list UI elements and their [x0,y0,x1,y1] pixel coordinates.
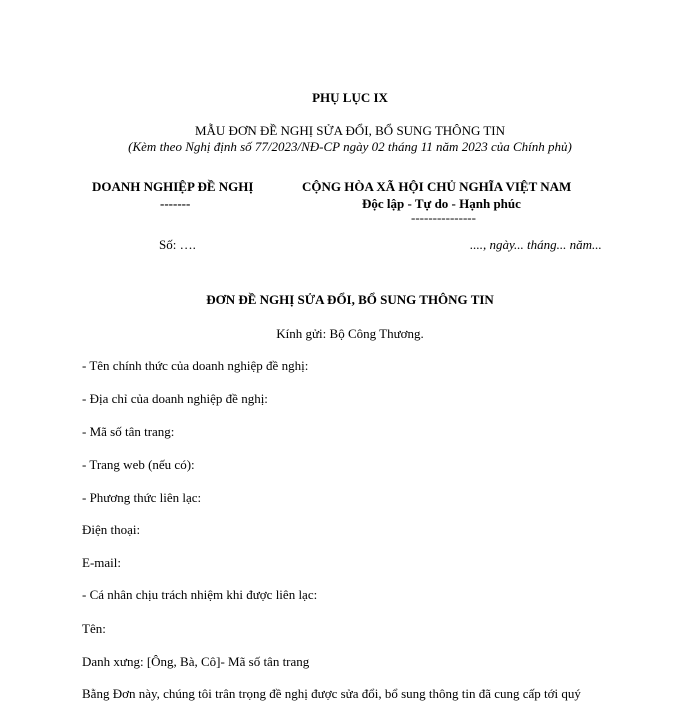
field-person-name: Tên: [82,621,106,636]
field-title: Danh xưng: [Ông, Bà, Cô]- Mã số tân trang [82,654,310,669]
application-title: ĐƠN ĐỀ NGHỊ SỬA ĐỔI, BỔ SUNG THÔNG TIN [206,292,494,307]
nation-name: CỘNG HÒA XÃ HỘI CHỦ NGHĨA VIỆT NAM [302,179,572,194]
organization-divider: ------- [160,196,191,211]
appendix-heading: PHỤ LỤC IX [312,90,388,105]
motto-divider: --------------- [411,210,476,225]
field-email: E-mail: [82,555,121,570]
attachment-note: (Kèm theo Nghị định số 77/2023/NĐ-CP ngày 02 tháng 11 năm 2023 của Chính phủ) [128,139,572,154]
field-company-name: - Tên chính thức của doanh nghiệp đề nghị: [82,358,309,373]
organization-name: DOANH NGHIỆP ĐỀ NGHỊ [92,179,254,194]
field-phone: Điện thoại: [82,522,141,537]
field-refurbish-code: - Mã số tân trang: [82,424,175,439]
national-motto: Độc lập - Tự do - Hạnh phúc [362,196,521,211]
field-website: - Trang web (nếu có): [82,457,195,472]
form-title: MẪU ĐƠN ĐỀ NGHỊ SỬA ĐỔI, BỔ SUNG THÔNG TIN [194,123,506,138]
document-number: Số: …. [159,237,196,252]
field-contact-method: - Phương thức liên lạc: [82,490,202,505]
request-paragraph: Bằng Đơn này, chúng tôi trân trọng đề nghị được sửa đổi, bổ sung thông tin đã cung cấp tới quý [82,686,581,701]
recipient-line: Kính gửi: Bộ Công Thương. [276,326,424,341]
field-responsible-person: - Cá nhân chịu trách nhiệm khi được liên lạc: [82,587,318,602]
document-date: ...., ngày... tháng... năm... [470,237,602,252]
field-company-address: - Địa chỉ của doanh nghiệp đề nghị: [82,391,268,406]
